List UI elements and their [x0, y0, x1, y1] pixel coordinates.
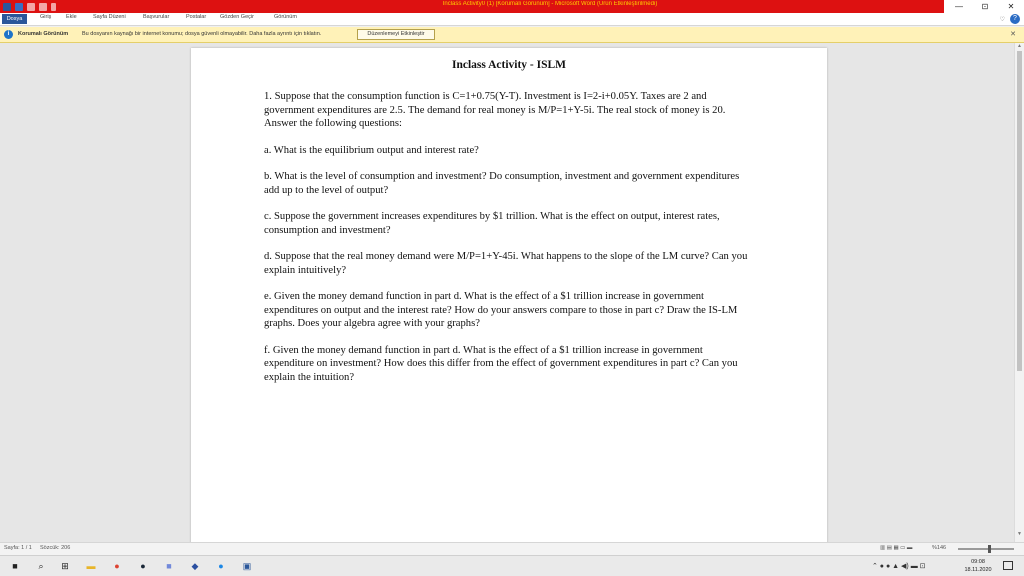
- document-title: Inclass Activity - ISLM: [451, 59, 567, 71]
- app-blue-icon[interactable]: ●: [218, 561, 224, 571]
- page-count[interactable]: Sayfa: 1 / 1: [4, 545, 32, 551]
- word-count[interactable]: Sözcük: 206: [40, 545, 71, 551]
- redo-icon[interactable]: [39, 3, 47, 11]
- tab-references[interactable]: Başvurular: [143, 14, 170, 20]
- zoom-level[interactable]: %146: [932, 545, 947, 551]
- word-app-icon[interactable]: [3, 3, 11, 11]
- ribbon-tabs: [0, 13, 1024, 26]
- word-taskbar-icon[interactable]: ▣: [242, 560, 252, 571]
- zoom-slider[interactable]: [958, 548, 1014, 550]
- question-b: b. What is the level of consumption and investment? Do consumption, investment and government expenditures add up to the level of output?: [264, 171, 740, 196]
- close-button[interactable]: ✕: [1007, 2, 1015, 11]
- tab-home[interactable]: Giriş: [40, 14, 52, 20]
- tab-file[interactable]: Dosya: [2, 14, 27, 24]
- file-explorer-icon[interactable]: ▬: [86, 561, 96, 571]
- scroll-up-icon[interactable]: ▲: [1017, 43, 1022, 49]
- zoom-slider-knob[interactable]: [988, 545, 991, 553]
- taskbar: [0, 555, 1024, 576]
- tab-mailings[interactable]: Postalar: [186, 14, 207, 20]
- vpn-shield-icon[interactable]: ◆: [191, 560, 199, 571]
- clock-time: 09:08: [971, 559, 985, 565]
- search-icon[interactable]: ⌕: [38, 560, 44, 571]
- question-intro: 1. Suppose that the consumption function is C=1+0.75(Y-T). Investment is I=2-i+0.05Y. Taxes are 2 and government expenditures are 2.5. The demand for real money is M/P=1+Y-5i. The real stock of money is 20. Answer the following questions:: [264, 91, 726, 129]
- tab-review[interactable]: Gözden Geçir: [220, 14, 254, 20]
- document-workspace: [0, 43, 1024, 542]
- protected-view-message[interactable]: Bu dosyanın kaynağı bir internet konumu; dosya güvenli olmayabilir. Daha fazla ayrıntı için tıklatın.: [82, 31, 322, 37]
- ribbon-collapse-icon[interactable]: ♡: [999, 16, 1005, 23]
- view-buttons-icon[interactable]: ▥ ▤ ▦ ▭ ▬: [880, 545, 913, 551]
- tab-insert[interactable]: Ekle: [66, 14, 77, 20]
- tray-icons[interactable]: ⌃ ● ● ▲ ◀) ▬ ⊡: [872, 563, 926, 570]
- protected-view-bar: [0, 27, 1024, 43]
- steam-icon[interactable]: ●: [140, 561, 146, 571]
- customize-qat-icon[interactable]: [51, 3, 56, 11]
- notification-icon[interactable]: [1003, 561, 1013, 570]
- question-d: d. Suppose that the real money demand were M/P=1+Y-45i. What happens to the slope of the LM curve? Can you explain intuitively?: [264, 251, 748, 276]
- save-icon[interactable]: [15, 3, 23, 11]
- document-body: [264, 90, 754, 397]
- minimize-button[interactable]: —: [955, 2, 963, 11]
- question-f: f. Given the money demand function in part d. What is the effect of a $1 trillion increase in government expenditure on investment? How does this differ from the effect of government expenditures in part c? Can you explain the intuition?: [264, 344, 738, 383]
- document-page[interactable]: [191, 48, 827, 542]
- question-a: a. What is the equilibrium output and interest rate?: [264, 144, 479, 156]
- windows-start-icon[interactable]: ■: [12, 561, 18, 571]
- window-title: Inclass Activity0 (1) [Korumalı Görünüm] - Microsoft Word (Ürün Etkinleştirilmedi): [442, 1, 658, 7]
- clock-date: 18.11.2020: [964, 567, 992, 573]
- chrome-icon[interactable]: ●: [114, 561, 120, 571]
- info-icon: i: [4, 30, 13, 39]
- help-icon[interactable]: ?: [1010, 14, 1020, 24]
- close-message-bar-button[interactable]: ✕: [1010, 31, 1016, 38]
- discord-icon[interactable]: ■: [166, 561, 172, 571]
- question-c: c. Suppose the government increases expenditures by $1 trillion. What is the effect on output, interest rates, consumption and investment?: [264, 211, 720, 236]
- taskbar-clock[interactable]: [958, 558, 998, 574]
- scroll-down-icon[interactable]: ▼: [1017, 531, 1022, 537]
- tab-view[interactable]: Görünüm: [274, 14, 297, 20]
- scrollbar-thumb[interactable]: [1017, 51, 1022, 371]
- ribbon-right-controls: [1000, 14, 1020, 24]
- quick-access-toolbar: [3, 1, 56, 12]
- enable-editing-button[interactable]: Düzenlemeyi Etkinleştir: [357, 29, 435, 40]
- vertical-scrollbar[interactable]: [1014, 43, 1024, 542]
- question-e: e. Given the money demand function in part d. What is the effect of a $1 trillion increase in government expenditures on output and the interest rate? How do your answers compare to those in part c? Draw the IS-LM graphs. Does your algebra agree with your graphs?: [264, 291, 738, 329]
- status-bar: [0, 542, 1024, 555]
- protected-view-title: Korumalı Görünüm: [18, 31, 69, 37]
- task-view-icon[interactable]: ⊞: [61, 560, 69, 571]
- undo-icon[interactable]: [27, 3, 35, 11]
- restore-button[interactable]: ⊡: [981, 2, 989, 11]
- title-bar: [0, 0, 1024, 13]
- tab-page-layout[interactable]: Sayfa Düzeni: [93, 14, 126, 20]
